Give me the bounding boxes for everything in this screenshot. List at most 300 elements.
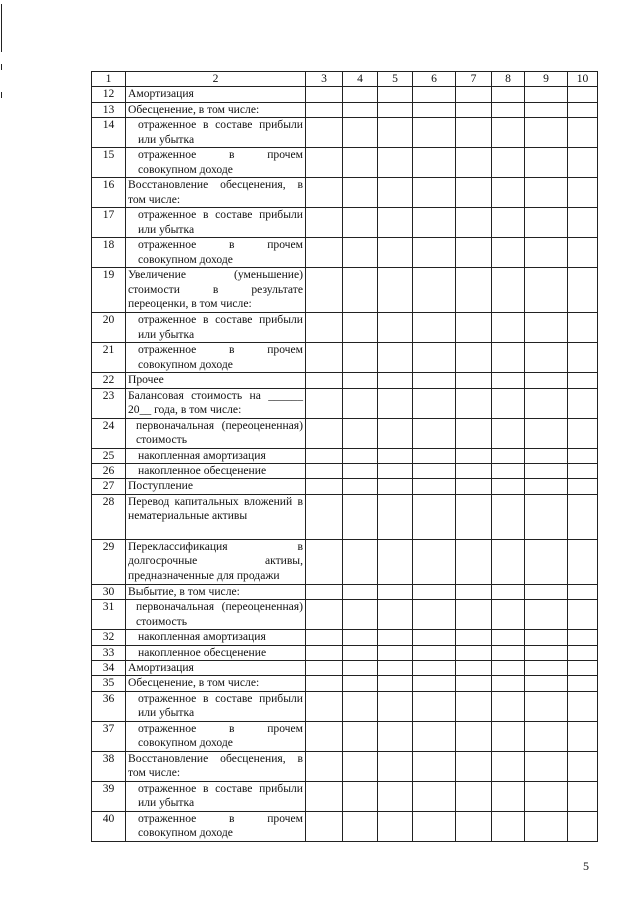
table-header-row [92,72,598,87]
value-cell [456,661,492,676]
value-cell [568,178,598,208]
row-label: Обесценение, в том числе: [126,676,306,691]
value-cell [525,661,568,676]
value-cell [343,630,378,645]
row-number: 40 [92,811,126,841]
value-cell [568,630,598,645]
value-cell [568,751,598,781]
value-cell [378,645,413,660]
value-cell [378,87,413,102]
value-cell [378,313,413,343]
value-cell [306,343,343,373]
row-number: 35 [92,676,126,691]
row-label: отраженное в прочем совокупном доходе [126,811,306,841]
value-cell [343,645,378,660]
value-cell [568,600,598,630]
value-cell [306,584,343,599]
value-cell [456,600,492,630]
value-cell [568,373,598,388]
value-cell [456,268,492,313]
value-cell [378,418,413,448]
value-cell [343,600,378,630]
value-cell [378,148,413,178]
value-cell [378,630,413,645]
value-cell [492,676,525,691]
value-cell [456,645,492,660]
row-label: Перевод капитальных вложений в нематериальные активы [126,494,306,539]
value-cell [413,751,456,781]
value-cell [525,448,568,463]
value-cell [492,811,525,841]
value-cell [343,388,378,418]
value-cell [525,102,568,117]
value-cell [568,388,598,418]
value-cell [525,373,568,388]
value-cell [306,87,343,102]
value-cell [413,691,456,721]
table-row [92,87,598,102]
value-cell [568,781,598,811]
value-cell [378,600,413,630]
row-label: отраженное в прочем совокупном доходе [126,343,306,373]
value-cell [306,388,343,418]
value-cell [456,691,492,721]
row-number: 19 [92,268,126,313]
value-cell [343,238,378,268]
value-cell [492,691,525,721]
row-label: первоначальная (переоцененная) стоимость [126,600,306,630]
value-cell [492,781,525,811]
value-cell [525,494,568,539]
column-header: 10 [568,72,598,87]
value-cell [568,448,598,463]
row-number: 12 [92,87,126,102]
value-cell [413,313,456,343]
value-cell [568,87,598,102]
value-cell [568,811,598,841]
value-cell [306,268,343,313]
row-number: 14 [92,118,126,148]
value-cell [413,811,456,841]
value-cell [456,721,492,751]
column-header: 6 [413,72,456,87]
value-cell [525,313,568,343]
value-cell [492,102,525,117]
value-cell [456,208,492,238]
row-number: 21 [92,343,126,373]
table-row [92,479,598,494]
value-cell [568,539,598,584]
row-number: 18 [92,238,126,268]
row-label: отраженное в прочем совокупном доходе [126,148,306,178]
row-number: 24 [92,418,126,448]
value-cell [456,464,492,479]
value-cell [456,448,492,463]
table-row [92,645,598,660]
value-cell [492,539,525,584]
value-cell [413,118,456,148]
value-cell [568,676,598,691]
value-cell [492,494,525,539]
value-cell [306,661,343,676]
value-cell [492,373,525,388]
row-number: 36 [92,691,126,721]
value-cell [306,102,343,117]
value-cell [456,418,492,448]
value-cell [525,464,568,479]
value-cell [343,479,378,494]
value-cell [568,661,598,676]
value-cell [378,811,413,841]
value-cell [456,781,492,811]
row-label: Балансовая стоимость на ______ 20__ года, в том числе: [126,388,306,418]
row-number: 39 [92,781,126,811]
value-cell [413,418,456,448]
value-cell [456,388,492,418]
value-cell [413,464,456,479]
value-cell [525,418,568,448]
table-row [92,600,598,630]
value-cell [568,118,598,148]
value-cell [413,661,456,676]
value-cell [378,661,413,676]
page-edge-mark [1,92,2,98]
value-cell [378,388,413,418]
row-number: 28 [92,494,126,539]
value-cell [343,87,378,102]
row-label: отраженное в составе прибыли или убытка [126,313,306,343]
value-cell [456,238,492,268]
row-label: Амортизация [126,87,306,102]
value-cell [378,539,413,584]
value-cell [378,102,413,117]
row-number: 15 [92,148,126,178]
value-cell [492,343,525,373]
row-label: Восстановление обесценения, в том числе: [126,178,306,208]
table-row [92,811,598,841]
value-cell [492,630,525,645]
row-label: Переклассификация в долгосрочные активы, предназначенные для продажи [126,539,306,584]
value-cell [492,388,525,418]
value-cell [306,448,343,463]
column-header: 4 [343,72,378,87]
value-cell [413,721,456,751]
value-cell [492,313,525,343]
value-cell [343,811,378,841]
value-cell [525,721,568,751]
row-number: 32 [92,630,126,645]
row-label: Амортизация [126,661,306,676]
value-cell [568,691,598,721]
table-row [92,178,598,208]
value-cell [343,661,378,676]
value-cell [413,448,456,463]
value-cell [378,691,413,721]
value-cell [568,208,598,238]
page-edge-mark [1,64,2,70]
value-cell [378,268,413,313]
value-cell [525,343,568,373]
table-row [92,676,598,691]
row-number: 33 [92,645,126,660]
value-cell [525,148,568,178]
table-row [92,343,598,373]
value-cell [343,676,378,691]
table-row [92,418,598,448]
value-cell [525,781,568,811]
value-cell [492,418,525,448]
column-header: 2 [126,72,306,87]
value-cell [525,479,568,494]
value-cell [525,268,568,313]
table-row [92,584,598,599]
value-cell [343,343,378,373]
table-row [92,539,598,584]
value-cell [492,148,525,178]
value-cell [413,373,456,388]
value-cell [343,539,378,584]
value-cell [306,178,343,208]
table-row [92,464,598,479]
value-cell [378,751,413,781]
table-row [92,388,598,418]
row-number: 25 [92,448,126,463]
value-cell [492,268,525,313]
value-cell [306,781,343,811]
value-cell [343,418,378,448]
value-cell [378,178,413,208]
value-cell [568,494,598,539]
row-number: 22 [92,373,126,388]
value-cell [306,118,343,148]
row-number: 27 [92,479,126,494]
value-cell [413,630,456,645]
row-label: первоначальная (переоцененная) стоимость [126,418,306,448]
table-row [92,102,598,117]
table-row [92,781,598,811]
row-number: 30 [92,584,126,599]
value-cell [525,238,568,268]
value-cell [378,343,413,373]
value-cell [492,238,525,268]
table-row [92,268,598,313]
value-cell [568,584,598,599]
row-label: отраженное в составе прибыли или убытка [126,118,306,148]
value-cell [343,584,378,599]
value-cell [413,600,456,630]
value-cell [306,539,343,584]
value-cell [568,148,598,178]
row-number: 16 [92,178,126,208]
table-row [92,661,598,676]
value-cell [413,268,456,313]
value-cell [568,313,598,343]
value-cell [343,494,378,539]
value-cell [413,87,456,102]
value-cell [525,118,568,148]
value-cell [343,691,378,721]
value-cell [343,464,378,479]
row-label: Обесценение, в том числе: [126,102,306,117]
value-cell [343,102,378,117]
value-cell [306,373,343,388]
row-label: накопленное обесценение [126,464,306,479]
value-cell [306,464,343,479]
value-cell [456,148,492,178]
row-label: накопленная амортизация [126,448,306,463]
value-cell [456,539,492,584]
value-cell [306,721,343,751]
value-cell [413,539,456,584]
row-number: 20 [92,313,126,343]
value-cell [413,388,456,418]
value-cell [568,238,598,268]
table-row [92,148,598,178]
value-cell [343,313,378,343]
value-cell [492,584,525,599]
page-number: 5 [583,859,589,873]
value-cell [456,102,492,117]
value-cell [492,448,525,463]
value-cell [413,178,456,208]
value-cell [568,464,598,479]
value-cell [378,373,413,388]
table-row [92,721,598,751]
value-cell [525,178,568,208]
table-row [92,494,598,539]
value-cell [306,691,343,721]
value-cell [456,584,492,599]
value-cell [306,600,343,630]
value-cell [568,479,598,494]
value-cell [456,811,492,841]
row-number: 29 [92,539,126,584]
row-number: 38 [92,751,126,781]
value-cell [343,148,378,178]
value-cell [306,630,343,645]
row-label: Восстановление обесценения, в том числе: [126,751,306,781]
table-row [92,691,598,721]
report-table [91,71,598,842]
value-cell [343,751,378,781]
table-row [92,373,598,388]
value-cell [525,388,568,418]
value-cell [378,464,413,479]
value-cell [492,208,525,238]
value-cell [413,584,456,599]
page-edge-mark [1,4,2,52]
value-cell [413,102,456,117]
value-cell [413,676,456,691]
value-cell [306,148,343,178]
value-cell [525,811,568,841]
row-label: отраженное в составе прибыли или убытка [126,691,306,721]
value-cell [456,494,492,539]
value-cell [492,661,525,676]
value-cell [456,313,492,343]
value-cell [492,721,525,751]
value-cell [378,494,413,539]
value-cell [568,343,598,373]
row-number: 13 [92,102,126,117]
value-cell [413,238,456,268]
value-cell [343,118,378,148]
row-label: накопленное обесценение [126,645,306,660]
value-cell [413,148,456,178]
value-cell [525,691,568,721]
value-cell [568,102,598,117]
value-cell [568,721,598,751]
value-cell [413,781,456,811]
value-cell [378,721,413,751]
value-cell [525,584,568,599]
value-cell [343,178,378,208]
value-cell [378,208,413,238]
value-cell [306,418,343,448]
value-cell [378,238,413,268]
value-cell [525,676,568,691]
value-cell [343,268,378,313]
row-number: 26 [92,464,126,479]
value-cell [306,313,343,343]
value-cell [492,751,525,781]
value-cell [378,781,413,811]
value-cell [343,373,378,388]
value-cell [456,630,492,645]
value-cell [343,721,378,751]
table-row [92,208,598,238]
value-cell [492,479,525,494]
column-header: 7 [456,72,492,87]
value-cell [306,479,343,494]
value-cell [456,118,492,148]
row-number: 37 [92,721,126,751]
value-cell [568,418,598,448]
value-cell [492,464,525,479]
value-cell [306,676,343,691]
value-cell [525,208,568,238]
value-cell [343,781,378,811]
value-cell [492,118,525,148]
value-cell [378,676,413,691]
value-cell [306,208,343,238]
value-cell [525,539,568,584]
value-cell [306,811,343,841]
row-number: 34 [92,661,126,676]
value-cell [378,479,413,494]
value-cell [306,645,343,660]
row-label: Выбытие, в том числе: [126,584,306,599]
value-cell [343,448,378,463]
value-cell [378,448,413,463]
value-cell [456,178,492,208]
table-row [92,238,598,268]
value-cell [456,373,492,388]
value-cell [492,645,525,660]
row-label: отраженное в составе прибыли или убытка [126,781,306,811]
column-header: 8 [492,72,525,87]
column-header: 1 [92,72,126,87]
table-row [92,313,598,343]
value-cell [525,600,568,630]
value-cell [456,87,492,102]
value-cell [378,118,413,148]
row-label: отраженное в прочем совокупном доходе [126,238,306,268]
value-cell [413,645,456,660]
value-cell [413,479,456,494]
row-label: Увеличение (уменьшение) стоимости в результате переоценки, в том числе: [126,268,306,313]
row-label: накопленная амортизация [126,630,306,645]
